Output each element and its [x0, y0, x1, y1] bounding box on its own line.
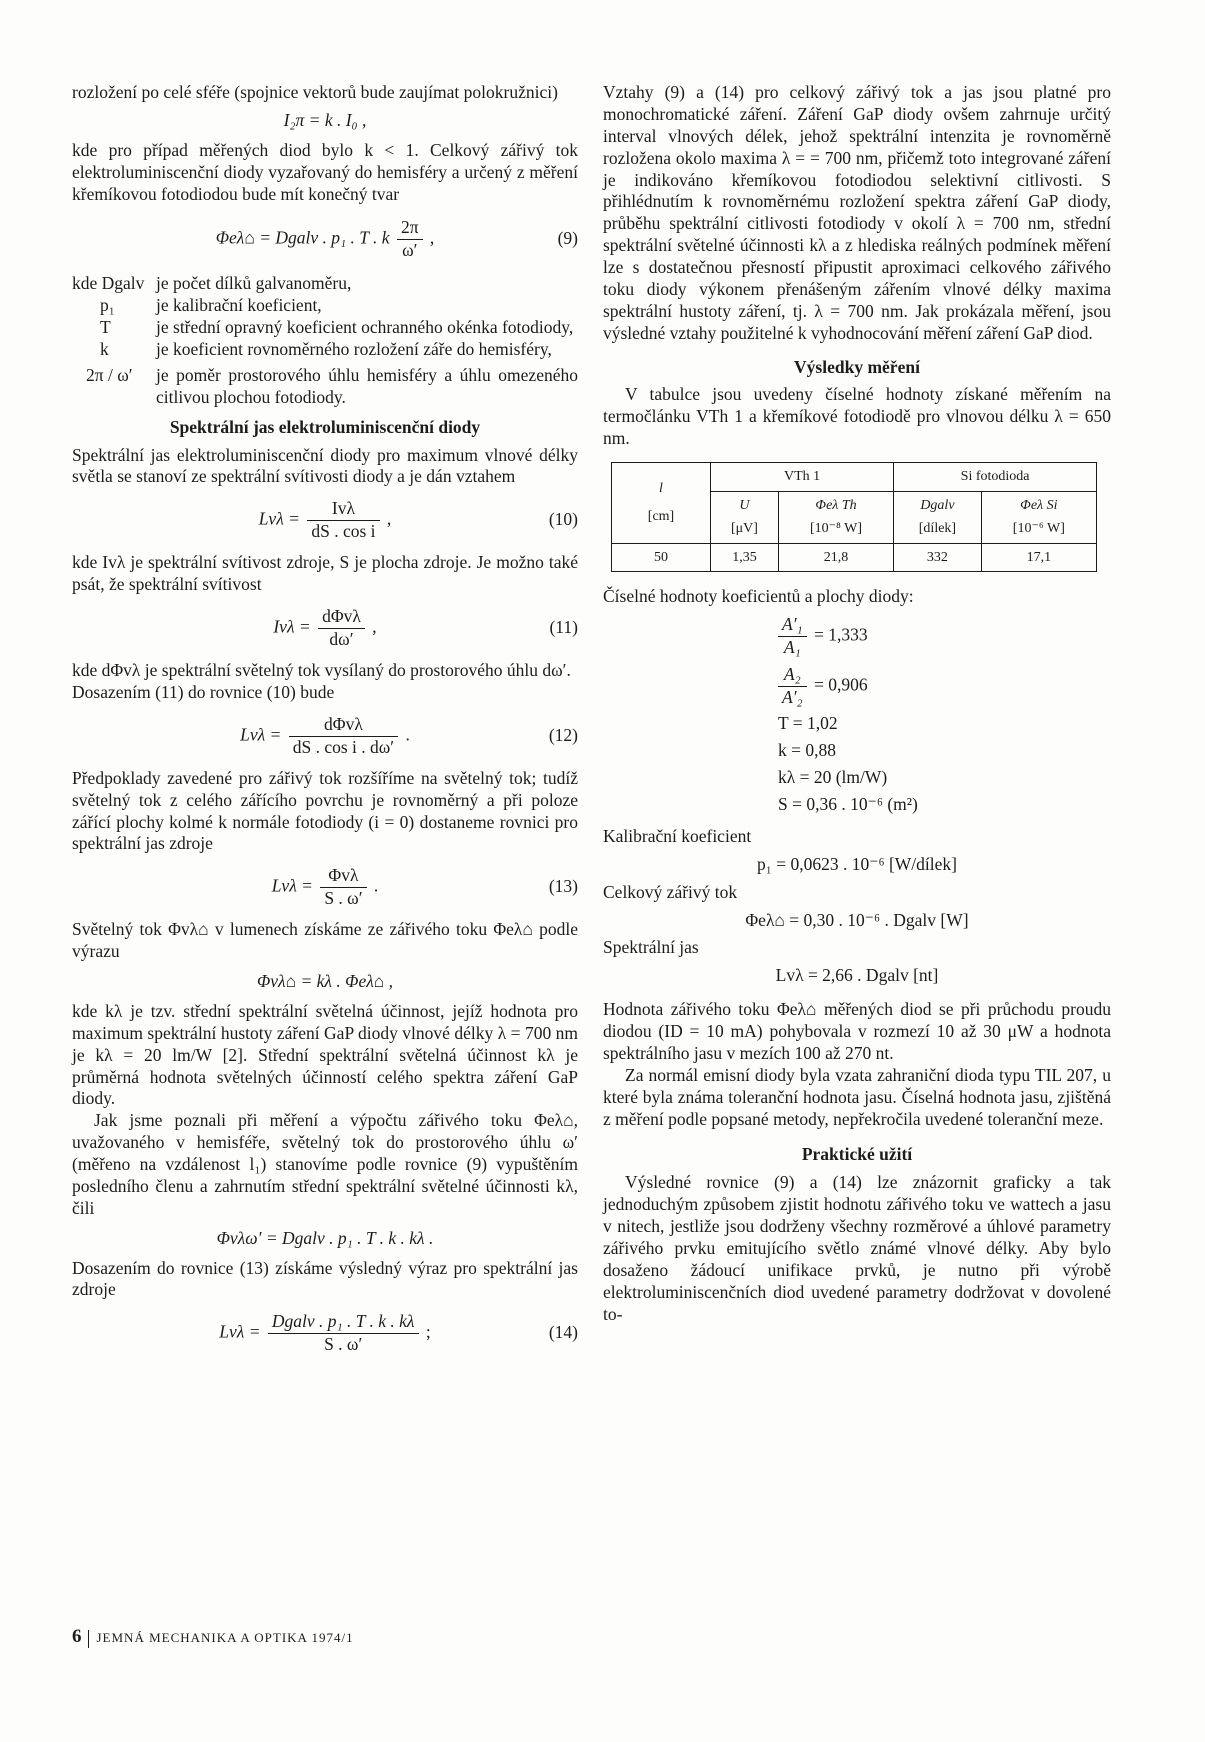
- value-k-lambda: kλ = 20 (lm/W): [778, 767, 888, 788]
- value-S: S = 0,36 . 10⁻⁶ (m²): [778, 794, 918, 814]
- page-footer: [72, 1625, 354, 1649]
- table-cell: 50: [612, 543, 711, 572]
- paragraph: kde dΦvλ je spektrální světelný tok vysílaný do prostorového úhlu dω′.: [72, 660, 571, 680]
- table-cell: 21,8: [778, 543, 893, 572]
- paragraph: Spektrální jas: [603, 937, 699, 958]
- paragraph: Spektrální jas elektroluminiscenční diody pro maximum vlnové délky světla se stanoví ze spektrální svítivosti diody a je dán vztahem: [72, 444, 578, 487]
- paragraph: Dosazením (11) do rovnice (10) bude: [72, 681, 335, 702]
- section-heading: Výsledky měření: [794, 356, 920, 377]
- footer-divider: [88, 1630, 89, 1648]
- value-k: k = 0,88: [778, 740, 836, 761]
- table-header-cell: Φeλ Th [10⁻⁸ W]: [778, 491, 893, 543]
- table-row: [612, 543, 1097, 572]
- equation-13: Lvλ = $\frac{\text{Φvλ}}{S . \omega'}$ . (13): [271, 865, 578, 909]
- paragraph: rozložení po celé sféře (spojnice vektorů bude zaujímat polokružnici): [72, 82, 558, 102]
- equation-number: (13): [548, 876, 578, 897]
- equation-number: (12): [548, 724, 578, 745]
- definition-row: 2π / ω′ je poměr prostorového úhlu hemisféry a úhlu omezeného citlivou plochou fotodiody.: [86, 364, 578, 407]
- definition-row: p₁ je kalibrační koeficient,: [100, 295, 322, 316]
- table-header-cell: Φeλ Si [10⁻⁶ W]: [981, 491, 1096, 543]
- paragraph: kde pro případ měřených diod bylo k < 1. Celkový zářivý tok elektroluminiscenční diody vyzařovaný do hemisféry a určený z měření křemíkovou fotodiodou bude mít konečný tvar: [72, 139, 578, 204]
- table-header-cell: U [μV]: [711, 491, 779, 543]
- table-cell: 1,35: [711, 543, 779, 572]
- results-table: [611, 462, 1097, 572]
- equation-number: (11): [549, 617, 578, 638]
- equation-number: (14): [548, 1322, 578, 1343]
- table-group-header: Si fotodioda: [894, 463, 1097, 492]
- equation-phiv: Φvλ⌂ = kλ . Φeλ⌂ ,: [256, 971, 394, 991]
- equation-jas: Lvλ = 2,66 . Dgalv [nt]: [775, 965, 939, 986]
- left-column: [72, 82, 578, 1365]
- paragraph: Číselné hodnoty koeficientů a plochy diody:: [603, 586, 914, 606]
- paragraph: Kalibrační koeficient: [603, 825, 752, 846]
- paragraph: V tabulce jsou uvedeny číselné hodnoty získané měřením na termočlánku VTh 1 a křemíkové fotodiodě pro vlnovou délku λ = 650 nm.: [603, 384, 1111, 449]
- equation-14: Lvλ = $\frac{\text{Dgalv . p₁ . T . k . kλ}}{S . \omega'}$ ; (14): [219, 1311, 578, 1355]
- journal-name: JEMNÁ MECHANIKA A OPTIKA 1974/1: [96, 1630, 354, 1645]
- page-number: 6: [72, 1626, 82, 1647]
- equation-9: Φeλ⌂ = Dgalv . p₁ . T . k $\frac{2\pi}{\omega'}$ , (9): [215, 217, 578, 261]
- paragraph: kde Ivλ je spektrální svítivost zdroje, S je plocha zdroje. Je možno také psát, že spektrální svítivost: [72, 552, 578, 595]
- definition-row: k je koeficient rovnoměrného rozložení záře do hemisféry,: [100, 339, 552, 359]
- paragraph: Jak jsme poznali při měření a výpočtu zářivého toku Φeλ⌂, uvažovaného v hemisféře, světelný tok do prostorového úhlu ω′ (měřeno na vzdálenost l₁) stanovíme podle rovnice (9) vypuštěním posledního členu a zahrnutím střední spektrální světelné účinnosti kλ, čili: [72, 1110, 578, 1218]
- table-cell: 17,1: [981, 543, 1096, 572]
- equation-phivw: Φvλω′ = Dgalv . p₁ . T . k . kλ .: [216, 1227, 434, 1248]
- paragraph: Výsledné rovnice (9) a (14) lze znázornit graficky a tak jednoduchým způsobem zjistit hodnotu zářivého toku ve wattech a jasu v nitech, jestliže jsou dodrženy všechny rozměrové a úhlové parametry zářivého prvku emitujícího světlo známé vlnové délky. Aby bylo dosaženo žádoucí unifikace prvků, je nutno při výrobě elektroluminiscenčních diod uvedené parametry dodržovat v dovolené to-: [603, 1172, 1111, 1324]
- definition-row: kde Dgalv je počet dílků galvanoměru,: [72, 273, 352, 294]
- equation-12: Lvλ = $\frac{\text{dΦvλ}}{\text{dS . cos i . dω′}}$ . (12): [240, 713, 578, 757]
- table-header-cell: l [cm]: [612, 463, 711, 544]
- table-cell: 332: [894, 543, 981, 572]
- equation-number: (10): [548, 509, 578, 530]
- paragraph: Dosazením do rovnice (13) získáme výsledný výraz pro spektrální jas zdroje: [72, 1257, 578, 1300]
- value-ratio-a2: $\frac{\text{A₂}}{\text{A′₂}}$ = 0,906: [778, 664, 1111, 709]
- equation-11: Ivλ = $\frac{\text{dΦvλ}}{d\omega'}$ , (11): [273, 606, 578, 649]
- paragraph: Předpoklady zavedené pro zářivý tok rozšíříme na světelný tok; tudíž světelný tok z celého zářícího povrchu je rovnoměrný a při poloze zářící plochy kolmé k normále fotodiody (i = 0) dostaneme rovnici pro spektrální jas zdroje: [72, 767, 578, 854]
- paragraph: kde kλ je tzv. střední spektrální světelná účinnost, jejíž hodnota pro maximum spektrální hustoty záření GaP diody vlnové délky λ = 700 nm je kλ = 20 lm/W [2]. Střední spektrální světelná účinnost kλ je průměrná hodnota světelných účinností celého spektra záření GaP diody.: [72, 1000, 578, 1109]
- paragraph: Světelný tok Φvλ⌂ v lumenech získáme ze zářivého toku Φeλ⌂ podle výrazu: [72, 919, 578, 962]
- coefficient-values: [778, 614, 1111, 816]
- equation-kalibracni: p₁ = 0,0623 . 10⁻⁶ [W/dílek]: [757, 853, 957, 874]
- table-header-row: [612, 463, 1097, 492]
- table-group-header: VTh 1: [711, 463, 894, 492]
- value-T: T = 1,02: [778, 713, 838, 734]
- section-heading: Spektrální jas elektroluminiscenční diody: [169, 416, 481, 437]
- symbol-definitions: [72, 273, 578, 408]
- equation-number: (9): [557, 228, 578, 249]
- section-heading: Praktické užití: [801, 1144, 913, 1165]
- value-ratio-a1: $\frac{\text{A′₁}}{\text{A₁}}$ = 1,333: [778, 614, 1111, 659]
- equation-i2pi: I₂π = k . I₀ ,: [283, 109, 367, 130]
- paragraph: Hodnota zářivého toku Φeλ⌂ měřených diod se při průchodu proudu diodou (ID = 10 mA) pohybovala v rozmezí 10 až 30 μW a hodnota spektrálního jasu v mezích 100 až 270 nt.: [603, 999, 1111, 1063]
- equation-10: Lvλ = $\frac{\text{Ivλ}}{\text{dS . cos i}}$ , (10): [258, 498, 578, 542]
- right-column: [603, 82, 1111, 1325]
- equation-zarivy-tok: Φeλ⌂ = 0,30 . 10⁻⁶ . Dgalv [W]: [745, 909, 969, 930]
- paragraph: Za normál emisní diody byla vzata zahraniční dioda typu TIL 207, u které byla známa toleranční hodnota jasu. Číselná hodnota jasu, zjištěná z měření podle popsané metody, nepřekročila uvedené toleranční meze.: [603, 1064, 1111, 1129]
- table-header-cell: Dgalv [dílek]: [894, 491, 981, 543]
- definition-row: T je střední opravný koeficient ochranného okénka fotodiody,: [100, 317, 574, 338]
- paragraph: Vztahy (9) a (14) pro celkový zářivý tok a jas jsou platné pro monochromatické záření. Záření GaP diody ovšem zahrnuje určitý interval vlnových délek, jehož spektrální intenzita je rovnoměrně rozložena okolo maxima λ = = 700 nm, přičemž toto integrované záření je indikováno křemíkovou fotodiodou selektivní citlivosti. S přihlédnutím k rovnoměrnému rozložení spektra záření GaP diody, průběhu spektrální citlivosti fotodiody v okolí λ = 700 nm, střední spektrální světelné účinnosti kλ a z hlediska reálných podmínek měření lze s dostatečnou přesností připustit aproximaci celkového zářivého toku diody výkonem přenášeným zářením vlnové délky maxima spektrální hustoty záření, tj. λ = 700 nm. Jak prokázala měření, jsou výsledné vztahy použitelné k vyhodnocování měření záření GaP diod.: [603, 82, 1111, 343]
- paragraph: Celkový zářivý tok: [603, 881, 738, 902]
